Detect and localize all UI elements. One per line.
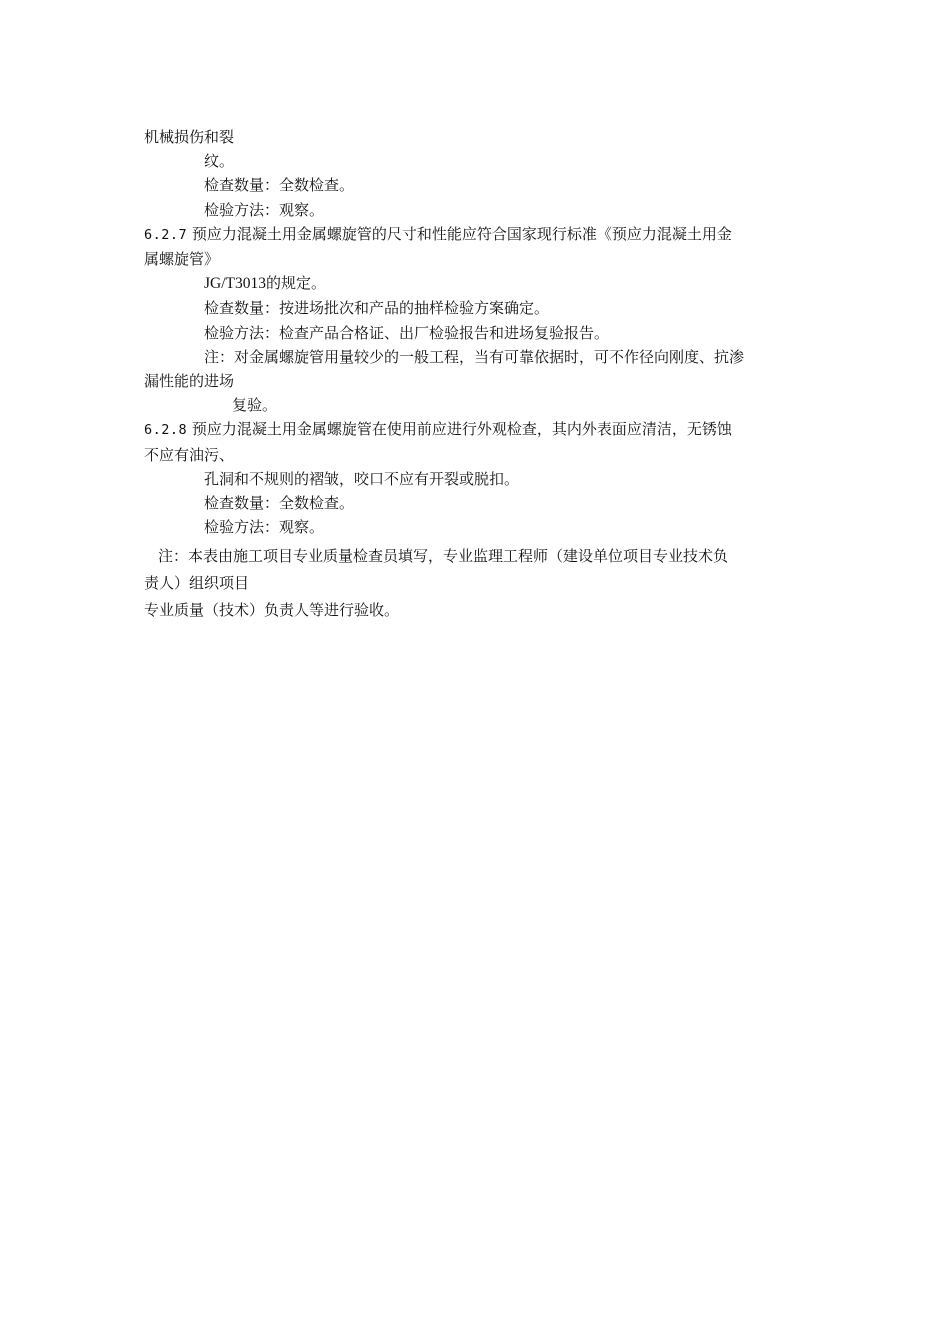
text-line: 检验方法：检查产品合格证、出厂检验报告和进场复验报告。 bbox=[204, 323, 610, 342]
text-line: 不应有油污、 bbox=[144, 445, 235, 464]
document-body bbox=[144, 125, 808, 624]
clause-6-2-8 bbox=[144, 417, 808, 442]
clause-text: 预应力混凝土用金属螺旋管的尺寸和性能应符合国家现行标准《预应力混凝土用金 bbox=[191, 224, 732, 243]
footnote-line: 注：本表由施工项目专业质量检查员填写，专业监理工程师（建设单位项目专业技术负 bbox=[158, 547, 729, 566]
text-line: 复验。 bbox=[232, 396, 278, 415]
text-line: 漏性能的进场 bbox=[144, 372, 235, 391]
text-line: 纹。 bbox=[204, 152, 235, 171]
footnote-line: 专业质量（技术）负责人等进行验收。 bbox=[144, 601, 400, 620]
text-line: 检验方法：观察。 bbox=[204, 200, 325, 219]
text-line: 检查数量：全数检查。 bbox=[204, 176, 355, 195]
clause-text: 预应力混凝土用金属螺旋管在使用前应进行外观检查，其内外表面应清洁，无锈蚀 bbox=[191, 420, 732, 439]
text-line: 检查数量：按进场批次和产品的抽样检验方案确定。 bbox=[204, 299, 550, 318]
clause-number: 6.2.8 bbox=[144, 422, 188, 439]
standard-code: JG/T3013 bbox=[204, 275, 266, 293]
table-footnote bbox=[144, 543, 808, 624]
text-line: 机械损伤和裂 bbox=[144, 128, 235, 146]
text-line: 属螺旋管》 bbox=[144, 250, 220, 269]
clause-6-2-7 bbox=[144, 222, 808, 247]
clause-number: 6.2.7 bbox=[144, 226, 188, 243]
standard-suffix: 的规定。 bbox=[266, 274, 327, 293]
clause-note-line: 注：对金属螺旋管用量较少的一般工程，当有可靠依据时，可不作径向刚度、抗渗 bbox=[204, 347, 745, 366]
text-line: 孔洞和不规则的褶皱，咬口不应有开裂或脱扣。 bbox=[204, 469, 520, 488]
text-line: 检查数量：全数检查。 bbox=[204, 494, 355, 513]
standard-reference-line bbox=[144, 271, 808, 296]
text-line: 检验方法：观察。 bbox=[204, 518, 325, 537]
footnote-line: 责人）组织项目 bbox=[144, 574, 250, 593]
